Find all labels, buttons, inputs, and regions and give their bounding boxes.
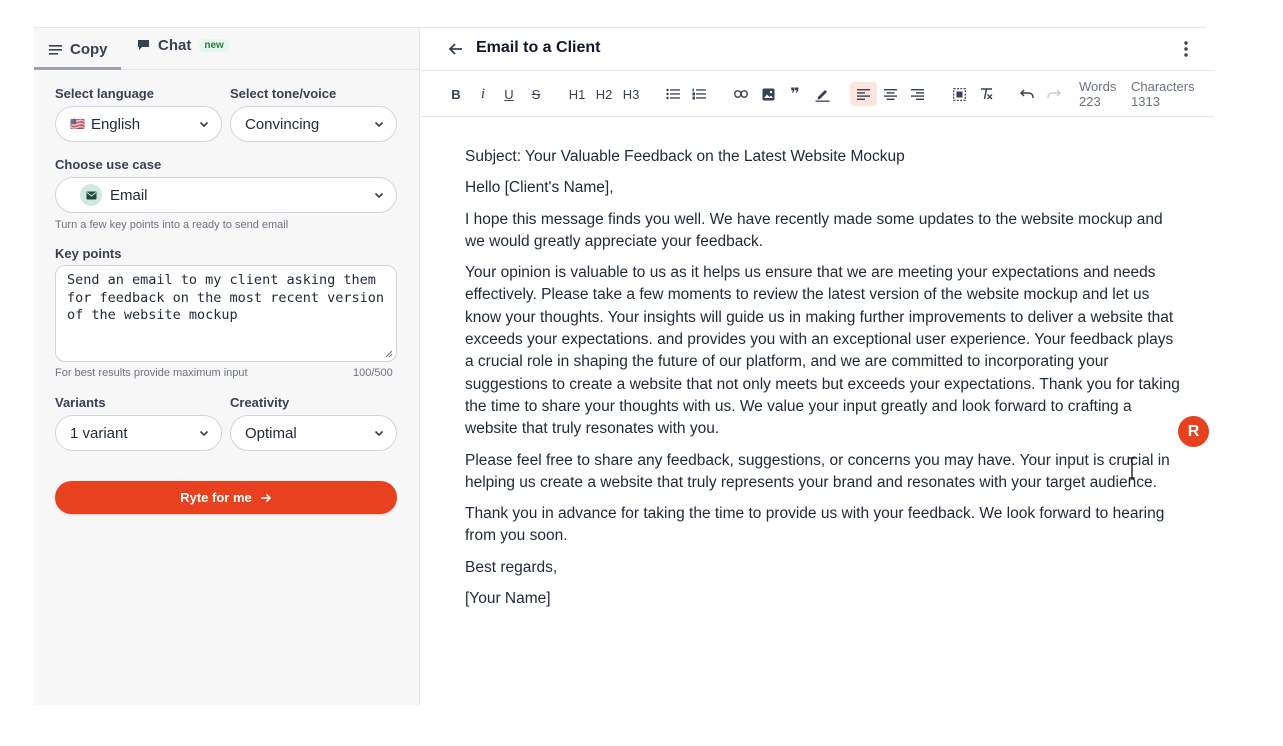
back-arrow-icon[interactable] <box>447 40 465 58</box>
email-signature: [Your Name] <box>465 590 551 608</box>
text-cursor-icon <box>1127 457 1137 479</box>
email-paragraph: Your opinion is valuable to us as it helps us ensure that we are meeting your expectations and needs effectively. Please take a few moments to review the latest version of the website mockup and let us know your thoughts. Your insights will guide us in making further improvements to deliver a website that exceeds your expectations. and provides you with an exceptional user experience. Your feedback plays a crucial role in shaping the future of our platform, and we are committed to incorporating your suggestions to create a website that not only meets but exceeds your expectations. Thank you for taking the time to share your thoughts with us. We value your input greatly and look forward to crafting a website that truly resonates with you. <box>465 264 1180 438</box>
key-points-text: Send an email to my client asking them for feedback on the most recent version of the website mockup <box>67 272 384 323</box>
lines-icon <box>48 42 62 56</box>
panel-tabs <box>34 28 419 70</box>
document-title: Email to a Client <box>476 39 601 56</box>
formatting-toolbar <box>421 71 1214 117</box>
heading2-button[interactable]: H2 <box>595 86 613 102</box>
tab-chat[interactable] <box>136 24 229 66</box>
align-center-icon[interactable] <box>879 82 901 106</box>
italic-button[interactable]: i <box>480 85 486 102</box>
copy-settings-panel <box>34 28 420 705</box>
chevron-down-icon <box>199 428 209 438</box>
bold-button[interactable]: B <box>451 86 461 102</box>
resize-handle-icon[interactable] <box>385 350 393 358</box>
editor-header <box>421 28 1214 71</box>
creativity-value: Optimal <box>245 424 297 442</box>
arrow-right-icon <box>260 493 272 503</box>
use-case-value: Email <box>110 186 148 204</box>
variants-label: Variants <box>55 395 106 410</box>
use-case-hint: Turn a few key points into a ready to send email <box>55 219 289 231</box>
chevron-down-icon <box>374 119 384 129</box>
more-options-icon[interactable] <box>1179 40 1193 58</box>
assistant-logo-button[interactable]: R <box>1178 416 1209 447</box>
language-label: Select language <box>55 86 154 101</box>
tone-value: Convincing <box>245 115 320 133</box>
quote-icon[interactable]: ❞ <box>790 86 800 103</box>
clear-format-icon[interactable] <box>975 82 997 106</box>
key-points-counter: 100/500 <box>353 367 393 379</box>
key-points-label: Key points <box>55 246 122 261</box>
us-flag-icon: 🇺🇸 <box>70 117 85 131</box>
characters-value: 1313 <box>1131 94 1160 109</box>
heading3-button[interactable]: H3 <box>622 86 640 102</box>
tone-select[interactable] <box>230 106 397 142</box>
email-paragraph: Thank you in advance for taking the time to provide us with your feedback. We look forward to hearing from you soon. <box>465 505 1165 545</box>
words-label: Words <box>1079 79 1117 94</box>
key-points-input[interactable] <box>55 265 397 362</box>
undo-icon[interactable] <box>1016 82 1038 106</box>
image-icon[interactable] <box>757 82 779 106</box>
numbered-list-icon[interactable] <box>688 82 710 106</box>
highlight-pen-icon[interactable] <box>811 82 833 106</box>
word-count <box>1079 79 1116 109</box>
variants-value: 1 variant <box>70 424 128 442</box>
tone-label: Select tone/voice <box>230 86 337 101</box>
document-body[interactable] <box>465 146 1185 619</box>
email-closing: Best regards, <box>465 558 558 576</box>
email-paragraph: I hope this message finds you well. We have recently made some updates to the website mockup and we would greatly appreciate your feedback. <box>465 210 1163 250</box>
characters-label: Characters <box>1131 79 1195 94</box>
chat-bubble-icon <box>136 38 150 52</box>
chevron-down-icon <box>374 190 384 200</box>
ryte-for-me-button[interactable] <box>55 481 397 514</box>
chevron-down-icon <box>374 428 384 438</box>
use-case-label: Choose use case <box>55 157 162 172</box>
ryte-button-label: Ryte for me <box>180 490 252 505</box>
email-icon <box>80 184 102 206</box>
tab-copy-label: Copy <box>70 40 108 58</box>
align-right-icon[interactable] <box>906 82 928 106</box>
variants-select[interactable] <box>55 415 222 451</box>
character-count <box>1131 79 1195 109</box>
strikethrough-button[interactable]: S <box>531 86 541 102</box>
editor-panel <box>421 28 1214 705</box>
language-select[interactable] <box>55 106 222 142</box>
heading1-button[interactable]: H1 <box>568 86 586 102</box>
redo-icon[interactable] <box>1043 82 1065 106</box>
tab-copy[interactable] <box>48 28 108 70</box>
underline-button[interactable]: U <box>504 86 514 102</box>
align-left-icon[interactable] <box>850 82 877 106</box>
active-tab-indicator <box>34 67 121 70</box>
select-all-icon[interactable] <box>948 82 970 106</box>
bullet-list-icon[interactable] <box>662 82 684 106</box>
email-greeting: Hello [Client's Name], <box>465 179 614 197</box>
creativity-select[interactable] <box>230 415 397 451</box>
new-badge: new <box>199 39 228 52</box>
email-subject: Subject: Your Valuable Feedback on the Latest Website Mockup <box>465 148 905 165</box>
email-paragraph: Please feel free to share any feedback, suggestions, or concerns you may have. Your input is crucial in helping us create a website that truly represents your brand and resonates with your target audience. <box>465 451 1170 491</box>
link-icon[interactable] <box>730 82 752 106</box>
use-case-select[interactable] <box>55 177 397 213</box>
language-value: English <box>90 115 141 133</box>
chevron-down-icon <box>199 119 209 129</box>
tab-chat-label: Chat <box>158 36 192 54</box>
words-value: 223 <box>1079 94 1101 109</box>
key-points-hint: For best results provide maximum input <box>55 367 248 379</box>
creativity-label: Creativity <box>230 395 290 410</box>
